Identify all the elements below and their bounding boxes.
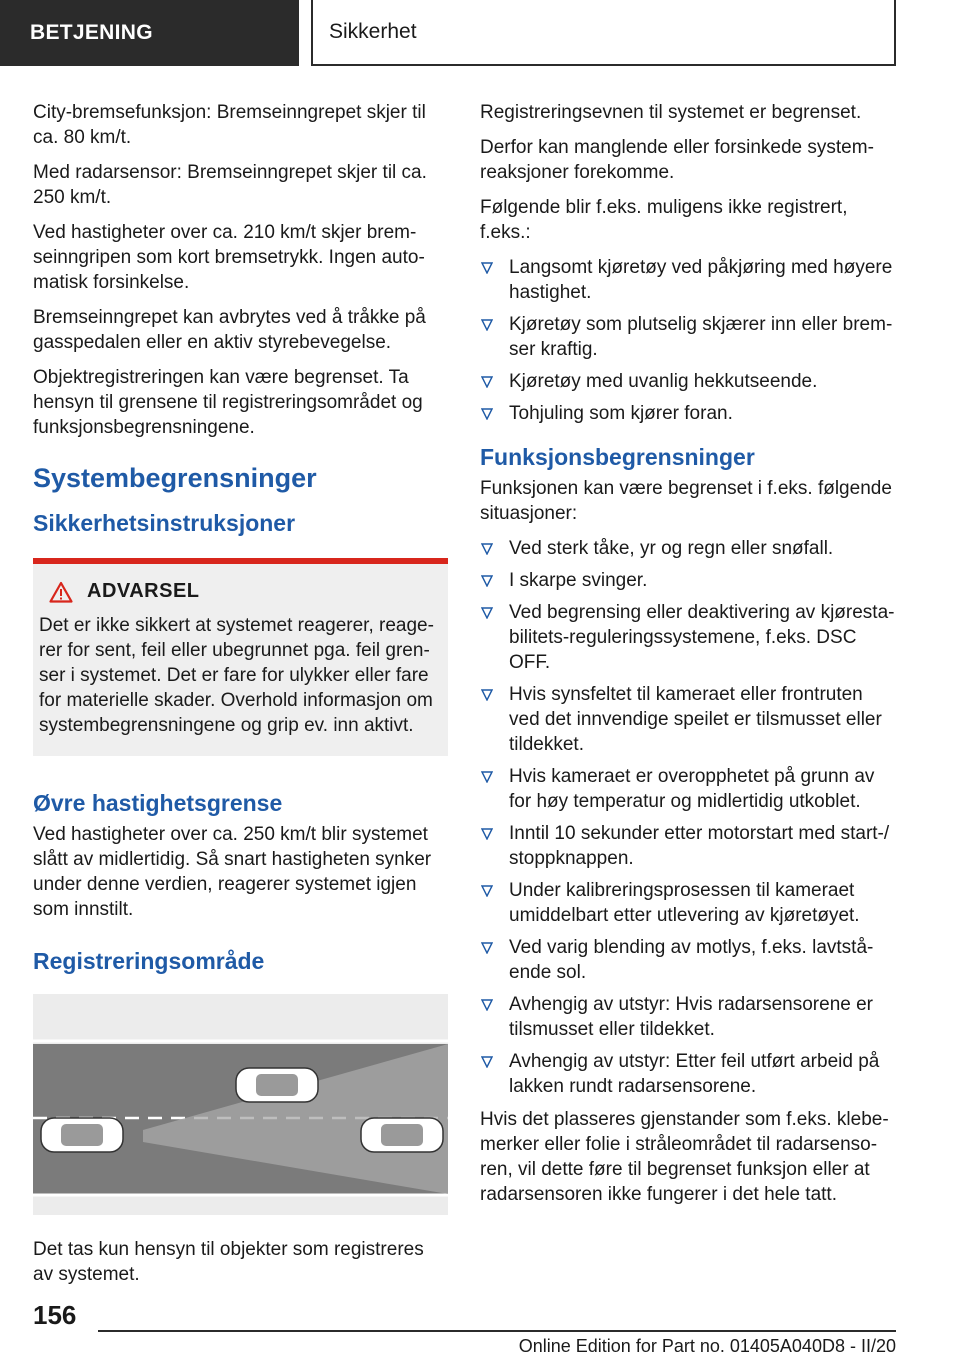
car-icon <box>41 1118 123 1152</box>
heading-system-limits: Systembegrensninger <box>33 463 317 493</box>
triangle-bullet-icon <box>481 575 493 587</box>
paragraph: Bremseinngrepet kan avbrytes ved å tråkke på gasspedalen eller en aktiv styrebevegelse. <box>33 307 426 353</box>
list-item: Under kalibreringsprosessen til kameraet umiddelbart etter utlevering av kjøretøyet. <box>480 878 898 928</box>
page-number: 156 <box>33 1300 77 1330</box>
triangle-bullet-icon <box>481 942 493 954</box>
list-item: Tohjuling som kjører foran. <box>480 401 898 426</box>
illustration-caption: Det tas kun hensyn til objekter som registreres av systemet. <box>33 1239 424 1285</box>
triangle-bullet-icon <box>481 408 493 420</box>
list-item: Hvis kameraet er overopphetet på grunn av for høy temperatur og midlertidig utkoblet. <box>480 764 898 814</box>
paragraph: Derfor kan manglende eller forsinkede systemreaksjoner forekomme. <box>480 137 874 183</box>
triangle-bullet-icon <box>481 689 493 701</box>
car-icon <box>236 1068 318 1102</box>
triangle-bullet-icon <box>481 885 493 897</box>
list-item: Ved begrensing eller deaktivering av kjørestabilitets-reguleringssystemene, f.eks. DSC OFF. <box>480 600 898 675</box>
heading-detection-area: Registreringsområde <box>33 948 265 974</box>
list-item: Kjøretøy som plutselig skjærer inn eller bremser kraftig. <box>480 312 898 362</box>
paragraph: Ved hastigheter over ca. 210 km/t skjer bremseinngripen som kort bremsetrykk. Ingen automatisk forsinkelse. <box>33 222 425 293</box>
footer-divider <box>98 1330 896 1332</box>
warning-triangle-icon <box>49 581 73 603</box>
list-item: Ved varig blending av motlys, f.eks. lavtstående sol. <box>480 935 898 985</box>
warning-box <box>33 558 448 756</box>
triangle-bullet-icon <box>481 999 493 1011</box>
list-item: I skarpe svinger. <box>480 568 898 593</box>
paragraph: Objektregistreringen kan være begrenset. Ta hensyn til grensene til registreringsområdet og funksjonsbegrensningene. <box>33 367 423 438</box>
edition-note: Online Edition for Part no. 01405A040D8 - II/20 <box>518 1336 896 1356</box>
list-item: Kjøretøy med uvanlig hekkutseende. <box>480 369 898 394</box>
right-column <box>480 100 898 1217</box>
list-item: Inntil 10 sekunder etter motorstart med start-/ stoppknappen. <box>480 821 898 871</box>
triangle-bullet-icon <box>481 376 493 388</box>
triangle-bullet-icon <box>481 543 493 555</box>
paragraph: Registreringsevnen til systemet er begrenset. <box>480 102 862 123</box>
car-icon <box>361 1118 443 1152</box>
heading-safety: Sikkerhetsinstruksjoner <box>33 510 296 536</box>
section-label: BETJENING <box>0 0 299 66</box>
paragraph: City-bremsefunksjon: Bremseinngrepet skjer til ca. 80 km/t. <box>33 102 426 148</box>
detection-area-illustration <box>33 994 448 1215</box>
paragraph: Ved hastigheter over ca. 250 km/t blir systemet slått av midlertidig. Så snart hastigheten synker under denne verdien, reagerer systemet igjen som innstilt. <box>33 824 432 920</box>
list-item: Hvis synsfeltet til kameraet eller frontruten ved det innvendige speilet er tilsmusset eller tildekket. <box>480 682 898 757</box>
list-item: Avhengig av utstyr: Hvis radarsensorene er tilsmusset eller tildekket. <box>480 992 898 1042</box>
warning-header <box>39 580 435 603</box>
page-header <box>0 0 960 66</box>
road-diagram <box>33 994 448 1215</box>
list-item: Avhengig av utstyr: Etter feil utført arbeid på lakken rundt radarsensorene. <box>480 1049 898 1099</box>
undetected-objects-list <box>480 255 898 426</box>
chapter-title: Sikkerhet <box>311 0 896 66</box>
warning-text: Det er ikke sikkert at systemet reagerer, reagerer for sent, feil eller ubegrunnet pga. feil grenser i systemet. Det er fare for ulykker eller fare for materielle skader. Overhold informasjon om systembegrensningene og grip ev. inn aktivt. <box>39 615 434 736</box>
heading-upper-speed-limit: Øvre hastighetsgrense <box>33 790 283 816</box>
function-limits-list <box>480 536 898 1099</box>
triangle-bullet-icon <box>481 1056 493 1068</box>
paragraph: Med radarsensor: Bremseinngrepet skjer til ca. 250 km/t. <box>33 162 427 208</box>
paragraph: Hvis det plasseres gjenstander som f.eks. klebemerker eller folie i stråleområdet til radarsensoren, vil dette føre til begrenset funksjon eller at radarsensoren ikke fungerer i det hele tatt. <box>480 1109 889 1205</box>
triangle-bullet-icon <box>481 771 493 783</box>
list-item: Langsomt kjøretøy ved påkjøring med høyere hastighet. <box>480 255 898 305</box>
triangle-bullet-icon <box>481 262 493 274</box>
heading-function-limits: Funksjonsbegrensninger <box>480 444 755 470</box>
left-column <box>33 100 448 1297</box>
paragraph: Følgende blir f.eks. muligens ikke registrert, f.eks.: <box>480 197 848 243</box>
paragraph: Funksjonen kan være begrenset i f.eks. følgende situasjoner: <box>480 478 892 524</box>
triangle-bullet-icon <box>481 828 493 840</box>
triangle-bullet-icon <box>481 607 493 619</box>
warning-title: ADVARSEL <box>87 580 200 602</box>
list-item: Ved sterk tåke, yr og regn eller snøfall. <box>480 536 898 561</box>
triangle-bullet-icon <box>481 319 493 331</box>
